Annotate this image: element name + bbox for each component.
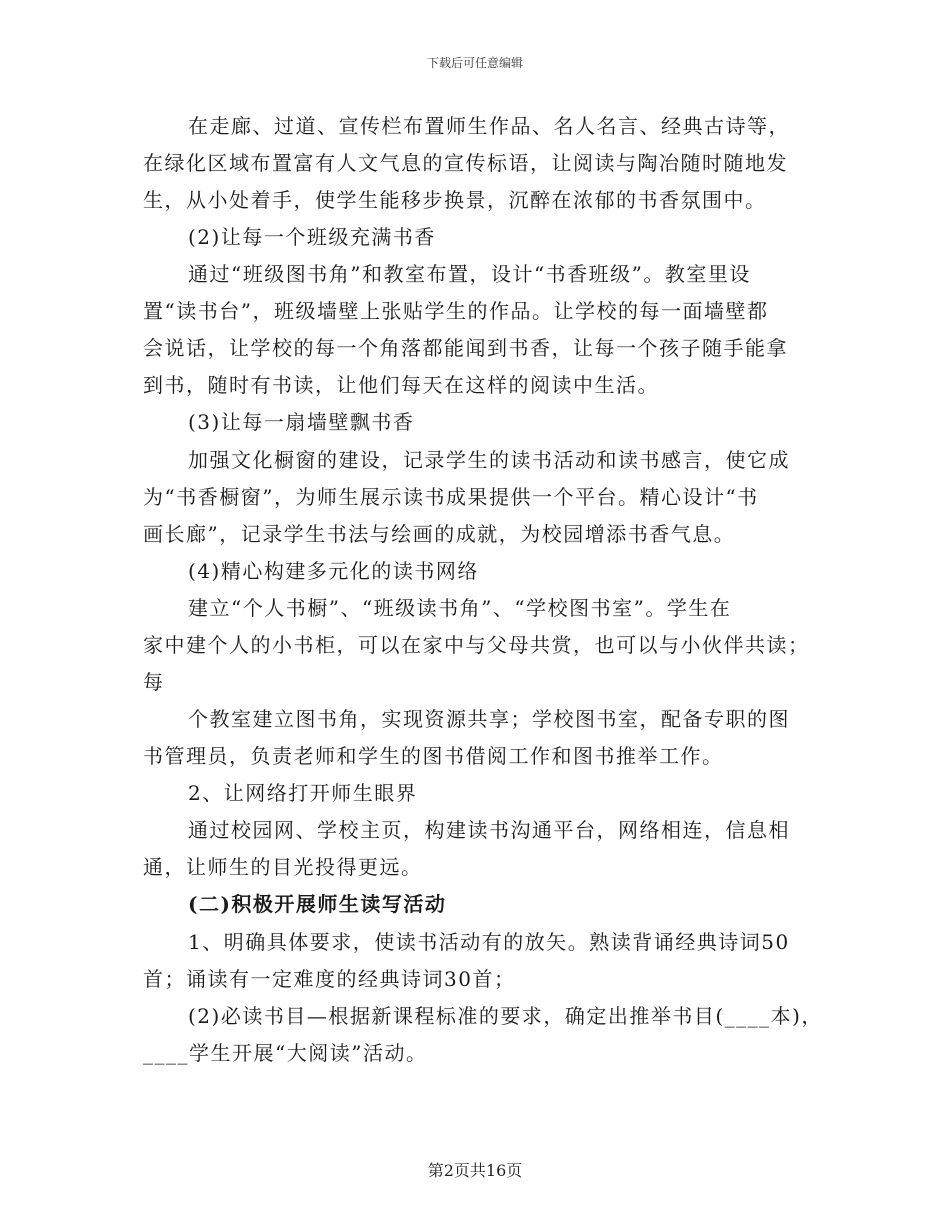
section-heading: (二)积极开展师生读写活动: [188, 892, 447, 916]
text-line: 通，让师生的目光投得更远。: [143, 855, 423, 879]
text-line: 加强文化橱窗的建设，记录学生的读书活动和读书感言，使它成: [188, 448, 790, 472]
text-line: ____学生开展“大阅读”活动。: [143, 1041, 428, 1065]
text-line: 1、明确具体要求，使读书活动有的放矢。熟读背诵经典诗词50: [188, 930, 790, 954]
text-line: 为“书香橱窗”，为师生展示读书成果提供一个平台。精心设计“书: [143, 485, 759, 509]
text-line: (2)必读书目—根据新课程标准的要求，确定出推举书目(____本)，: [188, 1004, 823, 1028]
text-line: 家中建个人的小书柜，可以在家中与父母共赏，也可以与小伙伴共读；: [143, 633, 810, 657]
text-line: 在走廊、过道、宣传栏布置师生作品、名人名言、经典古诗等，: [188, 114, 790, 138]
text-line: 首；诵读有一定难度的经典诗词30首；: [143, 967, 516, 991]
subheading: (4)精心构建多元化的读书网络: [188, 559, 479, 583]
text-line: 每: [143, 670, 165, 694]
text-line: 通过“班级图书角”和教室布置，设计“书香班级”。教室里设: [188, 262, 751, 286]
text-line: 通过校园网、学校主页，构建读书沟通平台，网络相连，信息相: [188, 818, 790, 842]
text-line: 个教室建立图书角，实现资源共享；学校图书室，配备专职的图: [188, 707, 790, 731]
text-line: 建立“个人书橱”、“班级读书角”、“学校图书室”。学生在: [188, 596, 732, 620]
text-line: 到书，随时有书读，让他们每天在这样的阅读中生活。: [143, 373, 659, 397]
text-line: 会说话，让学校的每一个角落都能闻到书香，让每一个孩子随手能拿: [143, 336, 788, 360]
subheading: 2、让网络打开师生眼界: [188, 781, 418, 805]
text-line: 书管理员，负责老师和学生的图书借阅工作和图书推举工作。: [143, 744, 724, 768]
text-line: 置“读书台”，班级墙壁上张贴学生的作品。让学校的每一面墙壁都: [143, 299, 769, 323]
subheading: (2)让每一个班级充满书香: [188, 225, 436, 249]
page-header: 下载后可任意编辑: [426, 56, 523, 70]
subheading: (3)让每一扇墙壁飘书香: [188, 410, 415, 434]
page-number: 第2页共16页: [427, 1161, 523, 1180]
text-line: 在绿化区域布置富有人文气息的宣传标语，让阅读与陶冶随时随地发: [143, 151, 788, 175]
text-line: 生，从小处着手，使学生能移步换景，沉醉在浓郁的书香氛围中。: [143, 188, 767, 212]
text-line: 画长廊”，记录学生书法与绘画的成就，为校园增添书香气息。: [143, 522, 736, 546]
